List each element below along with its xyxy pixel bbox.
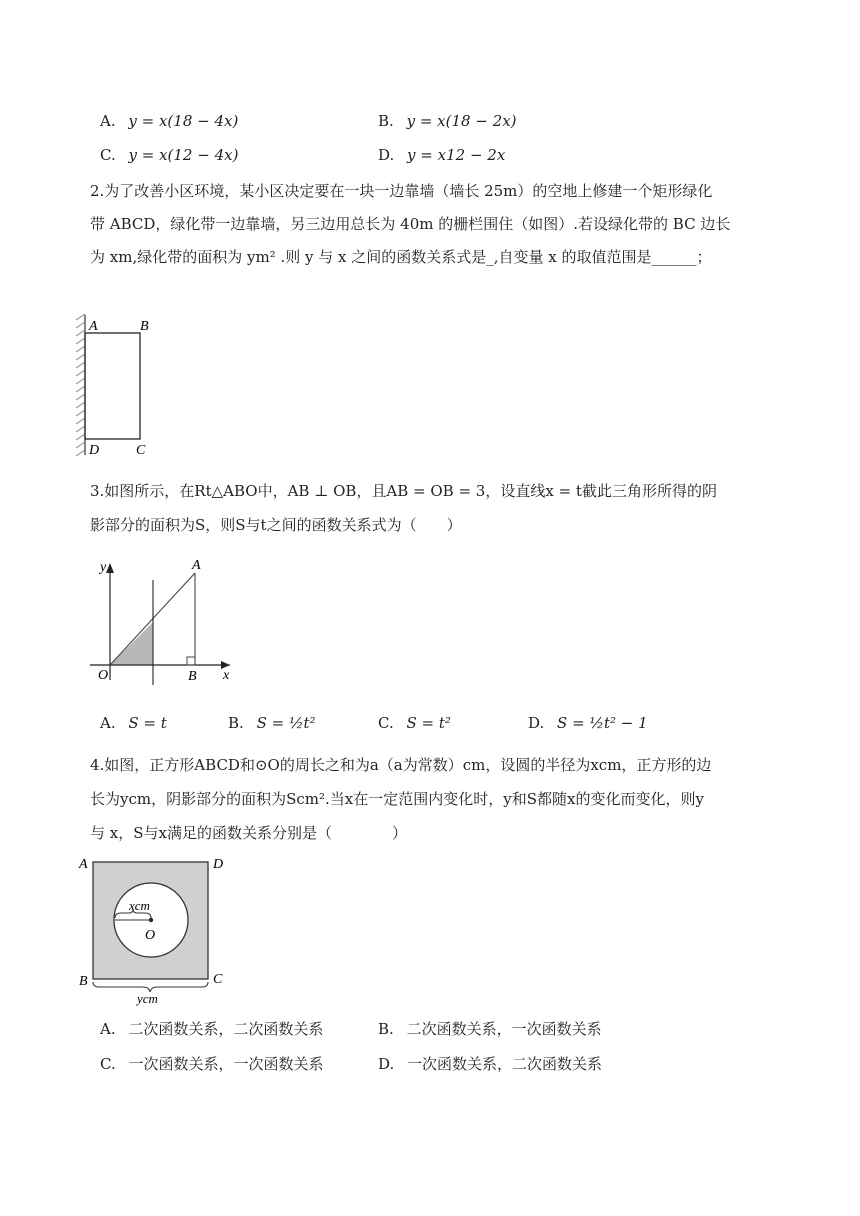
- q2-text-line-2: 带 ABCD，绿化带一边靠墙，另三边用总长为 40m 的栅栏围住（如图）.若设绿化带的 BC 边长: [90, 215, 731, 233]
- label-c: C: [136, 443, 146, 458]
- option-expression: y = x(18 − 4x): [128, 112, 239, 130]
- option-expression: S = ½t²: [256, 714, 316, 732]
- q3-option-b: [228, 714, 316, 732]
- y-axis-arrow: [106, 563, 114, 573]
- q3-figure-triangle: [80, 555, 240, 685]
- q4-figure-square-circle: [75, 852, 235, 1007]
- option-expression: S = ½t² − 1: [557, 714, 648, 732]
- label-a: A: [192, 558, 201, 573]
- q4-text-line-2: 长为ycm，阴影部分的面积为Scm².当x在一定范围内变化时，y和S都随x的变化而变化，则y: [90, 790, 704, 808]
- label-c: C: [213, 972, 223, 987]
- option-text: 二次函数关系，二次函数关系: [128, 1020, 324, 1038]
- label-xcm: xcm: [129, 898, 150, 913]
- label-ycm: ycm: [137, 991, 158, 1006]
- option-expression: y = x(12 − 4x): [128, 146, 239, 164]
- q1-option-d: [378, 146, 505, 164]
- option-expression: y = x(18 − 2x): [406, 112, 517, 130]
- label-o: O: [98, 668, 109, 683]
- option-expression: S = t²: [406, 714, 451, 732]
- label-o: O: [145, 928, 156, 943]
- option-letter: C.: [100, 1055, 116, 1073]
- option-letter: B.: [378, 112, 394, 130]
- option-text: 一次函数关系，一次函数关系: [128, 1055, 324, 1073]
- label-b: B: [140, 319, 149, 334]
- option-letter: A.: [100, 1020, 116, 1038]
- option-expression: S = t: [128, 714, 167, 732]
- label-a: A: [79, 857, 88, 872]
- q4-option-a: [100, 1018, 323, 1039]
- q3-option-a: [100, 714, 167, 732]
- label-d: D: [213, 857, 224, 872]
- q4-option-d: [378, 1053, 602, 1074]
- wall-hatch: [76, 314, 85, 456]
- option-letter: D.: [378, 1055, 395, 1073]
- option-letter: A.: [100, 714, 116, 732]
- label-x: x: [223, 668, 230, 683]
- option-letter: D.: [528, 714, 545, 732]
- option-letter: C.: [100, 146, 116, 164]
- q2-figure-rectangle: [70, 310, 170, 460]
- label-y: y: [100, 560, 107, 575]
- label-d: D: [89, 443, 100, 458]
- label-a: A: [89, 319, 98, 334]
- q2-text-line-3: 为 xm,绿化带的面积为 ym² .则 y 与 x 之间的函数关系式是_,自变量 x 的取值范围是______；: [90, 248, 712, 266]
- option-text: 一次函数关系，二次函数关系: [407, 1055, 603, 1073]
- q4-option-c: [100, 1053, 324, 1074]
- right-angle-mark: [187, 657, 195, 665]
- option-expression: y = x12 − 2x: [407, 146, 506, 164]
- q3-option-d: [528, 714, 648, 732]
- q4-option-b: [378, 1018, 602, 1039]
- q1-option-b: [378, 112, 517, 130]
- option-letter: C.: [378, 714, 394, 732]
- q3-option-c: [378, 714, 451, 732]
- q2-text-line-1: 2.为了改善小区环境，某小区决定要在一块一边靠墙（墙长 25m）的空地上修建一个矩形绿化: [90, 182, 713, 200]
- option-text: 二次函数关系，一次函数关系: [406, 1020, 602, 1038]
- option-letter: B.: [378, 1020, 394, 1038]
- option-letter: D.: [378, 146, 395, 164]
- q1-option-c: [100, 146, 238, 164]
- q1-option-a: [100, 112, 238, 130]
- option-letter: B.: [228, 714, 244, 732]
- q3-text-line-1: 3.如图所示，在Rt△ABO中，AB ⊥ OB，且AB = OB = 3，设直线x = t截此三角形所得的阴: [90, 482, 717, 500]
- option-letter: A.: [100, 112, 116, 130]
- green-belt-rectangle: [85, 333, 140, 439]
- label-b: B: [79, 974, 88, 989]
- q4-text-line-3: 与 x，S与x满足的函数关系分别是（ ）: [90, 824, 407, 842]
- label-b: B: [188, 669, 197, 684]
- q3-text-line-2: 影部分的面积为S，则S与t之间的函数关系式为（ ）: [90, 516, 462, 534]
- q4-text-line-1: 4.如图，正方形ABCD和⊙O的周长之和为a（a为常数）cm，设圆的半径为xcm，正方形的边: [90, 756, 712, 774]
